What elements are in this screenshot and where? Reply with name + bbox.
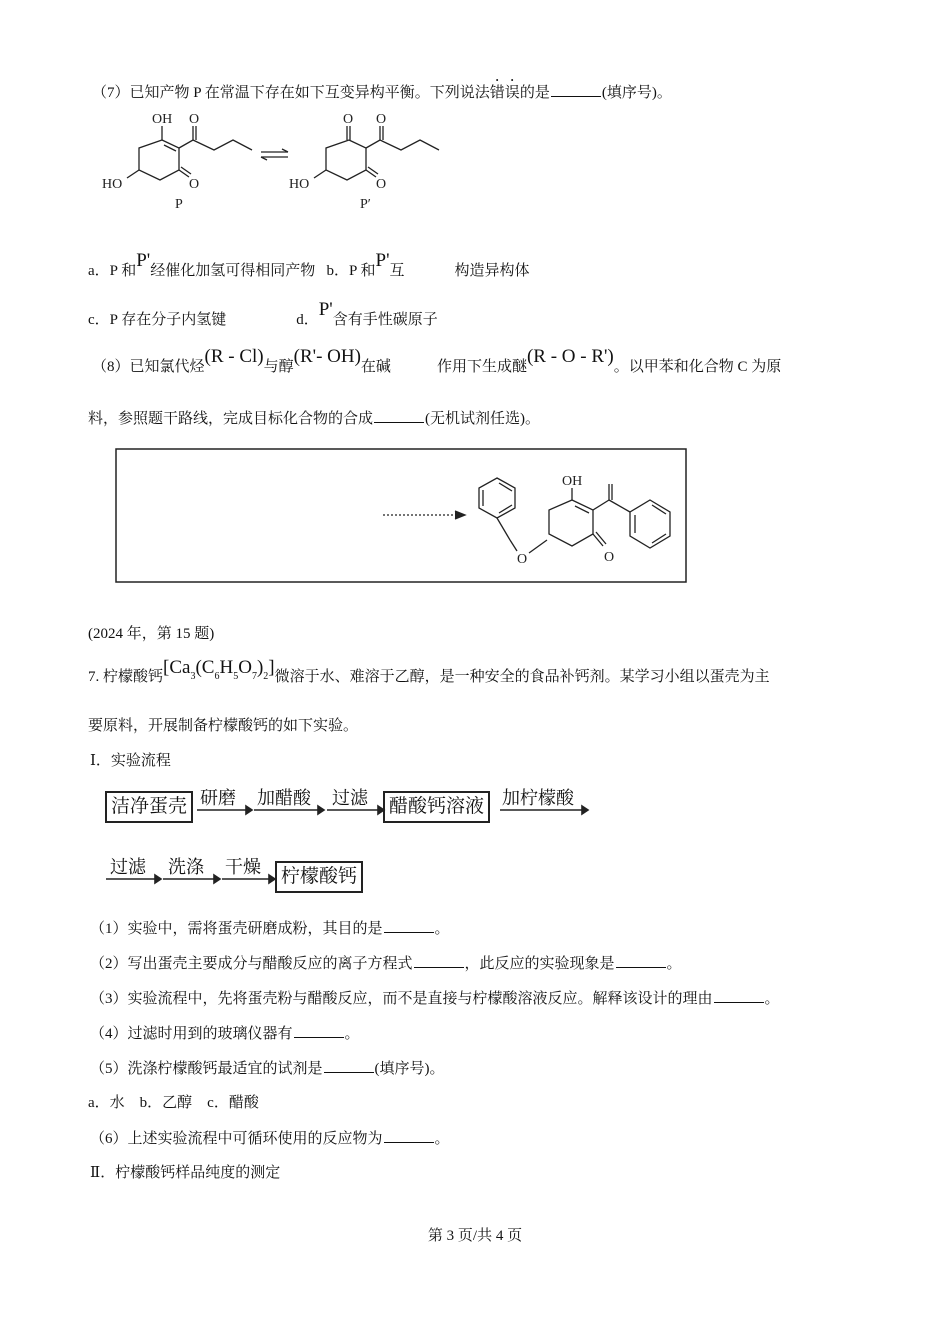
flow-step-label: 加醋酸 (257, 788, 311, 808)
option-b-text: 互 (389, 263, 405, 279)
page-footer: 第 3 页/共 4 页 (427, 1228, 523, 1244)
section-heading: Ⅱ．柠檬酸钙样品纯度的测定 (90, 1165, 281, 1181)
formula-part: H (219, 657, 234, 678)
problem-text: 要原料，开展制备柠檬酸钙的如下实验。 (88, 718, 359, 734)
o-label: O (343, 112, 354, 127)
question-4 (90, 1023, 360, 1044)
q8-text: （8）已知氯代烃 (92, 359, 205, 375)
section-heading: Ⅰ．实验流程 (90, 753, 171, 769)
option-a-text: 经催化加氢可得相同产物 (150, 263, 316, 279)
o-label: O (376, 112, 387, 127)
o-label: O (189, 177, 200, 192)
answer-blank (384, 1128, 434, 1143)
option-c: c．P 存在分子内氢键 (88, 312, 227, 328)
question-2 (90, 953, 682, 974)
o-label: O (189, 112, 200, 127)
formula-r-oh: (R'- OH) (293, 346, 361, 367)
ho-label: HO (102, 177, 123, 192)
formula-part: Ca (169, 657, 191, 678)
q8-line2 (88, 408, 540, 429)
question-5-options: a．水 b．乙醇 c．醋酸 (88, 1095, 259, 1111)
q7-options-ab (88, 250, 530, 281)
q8-text: 作用下生成醚 (436, 359, 527, 375)
compound-label-p-prime: P′ (360, 197, 371, 212)
o-label: O (376, 177, 387, 192)
answer-blank (616, 953, 666, 968)
q7-options-cd (88, 299, 438, 330)
p-prime: P' (318, 299, 333, 320)
flow-step-label: 过滤 (110, 857, 146, 877)
q8-text: 在碱 (360, 359, 391, 375)
q7-text3: (填序号)。 (601, 85, 672, 101)
o-label: O (604, 550, 615, 565)
question-text: ，此反应的实验现象是 (464, 956, 615, 972)
formula-r-o-r: (R - O - R') (526, 346, 614, 367)
q7-emphasis: 错误 (489, 85, 520, 101)
formula-part: C (201, 657, 215, 678)
question-text: （1）实验中，需将蛋壳研磨成粉，其目的是 (90, 921, 383, 937)
option-d: d． (296, 312, 319, 328)
o-label: O (517, 552, 528, 567)
question-text: （6）上述实验流程中可循环使用的反应物为 (90, 1131, 383, 1147)
q7-text2: 的是 (519, 85, 550, 101)
question-text: 。 (764, 991, 780, 1007)
p-prime: P' (136, 250, 151, 271)
flow-step-label: 研磨 (200, 788, 236, 808)
question-text: (填序号)。 (374, 1061, 445, 1077)
flow-box-calcium-acetate: 醋酸钙溶液 (383, 791, 490, 823)
calcium-citrate-formula: $[Ca_3(C_6H_5O_7)_2]$ (163, 657, 275, 682)
q7-text: （7）已知产物 P 在常温下存在如下互变异构平衡。下列说法 (92, 85, 490, 101)
q8-text: 。以甲苯和化合物 C 为原 (613, 359, 782, 375)
question-text: （3）实验流程中，先将蛋壳粉与醋酸反应，而不是直接与柠檬酸溶液反应。解释该设计的理由 (90, 991, 713, 1007)
problem-text: 7. 柠檬酸钙 (88, 669, 164, 685)
problem-text: 微溶于水、难溶于乙醇，是一种安全的食品补钙剂。某学习小组以蛋壳为主 (274, 669, 770, 685)
oh-label: OH (562, 474, 583, 489)
question-text: 。 (344, 1026, 360, 1042)
flow-step-label: 加柠檬酸 (502, 788, 574, 808)
formula-r-cl: (R - Cl) (204, 346, 264, 367)
structure-p-prime (289, 112, 439, 212)
question-text: （4）过滤时用到的玻璃仪器有 (90, 1026, 293, 1042)
flow-step-label: 洗涤 (168, 857, 204, 877)
question-text: （5）洗涤柠檬酸钙最适宜的试剂是 (90, 1061, 323, 1077)
flow-box-clean-eggshell: 洁净蛋壳 (105, 791, 193, 823)
q8-text: 与醇 (263, 359, 294, 375)
option-b-text2: 构造异构体 (454, 263, 530, 279)
question-6 (90, 1128, 450, 1149)
formula-part: 5 (233, 671, 239, 682)
formula-part: 3 (190, 671, 196, 682)
option-a: a．P 和 (88, 263, 137, 279)
compound-label-p: P (175, 197, 183, 212)
flow-box-calcium-citrate: 柠檬酸钙 (275, 861, 363, 893)
equilibrium-arrows-icon (261, 149, 288, 160)
flow-step-label: 干燥 (225, 857, 261, 877)
question-text: （2）写出蛋壳主要成分与醋酸反应的离子方程式 (90, 956, 413, 972)
flow-step-label: 过滤 (332, 788, 368, 808)
p-prime: P' (375, 250, 390, 271)
q8-text: 料，参照题干路线，完成目标化合物的合成 (88, 411, 374, 427)
source-note: (2024 年，第 15 题) (88, 626, 215, 642)
q8-line1 (92, 346, 782, 377)
option-d-text: 含有手性碳原子 (332, 312, 438, 328)
answer-blank (414, 953, 464, 968)
question-5 (90, 1058, 445, 1079)
question-text: 。 (666, 956, 682, 972)
dotted-arrow-icon (383, 511, 465, 519)
question-text: 。 (434, 1131, 450, 1147)
oh-label: OH (152, 112, 173, 127)
formula-part: 2 (263, 671, 269, 682)
formula-part: 7 (251, 671, 257, 682)
formula-part: 6 (214, 671, 220, 682)
question-3 (90, 988, 780, 1009)
formula-part: O (238, 657, 252, 678)
target-compound-structure (479, 474, 670, 567)
option-b: b．P 和 (326, 263, 376, 279)
answer-blank (384, 918, 434, 933)
q8-text: (无机试剂任选)。 (425, 411, 541, 427)
answer-blank (324, 1058, 374, 1073)
ho-label: HO (289, 177, 310, 192)
question-1 (90, 918, 450, 939)
answer-blank (374, 408, 424, 423)
problem7-line1 (88, 657, 770, 689)
structure-p (102, 112, 252, 212)
answer-blank (294, 1023, 344, 1038)
answer-blank (714, 988, 764, 1003)
question-text: 。 (434, 921, 450, 937)
synthesis-answer-box[interactable] (115, 448, 687, 583)
